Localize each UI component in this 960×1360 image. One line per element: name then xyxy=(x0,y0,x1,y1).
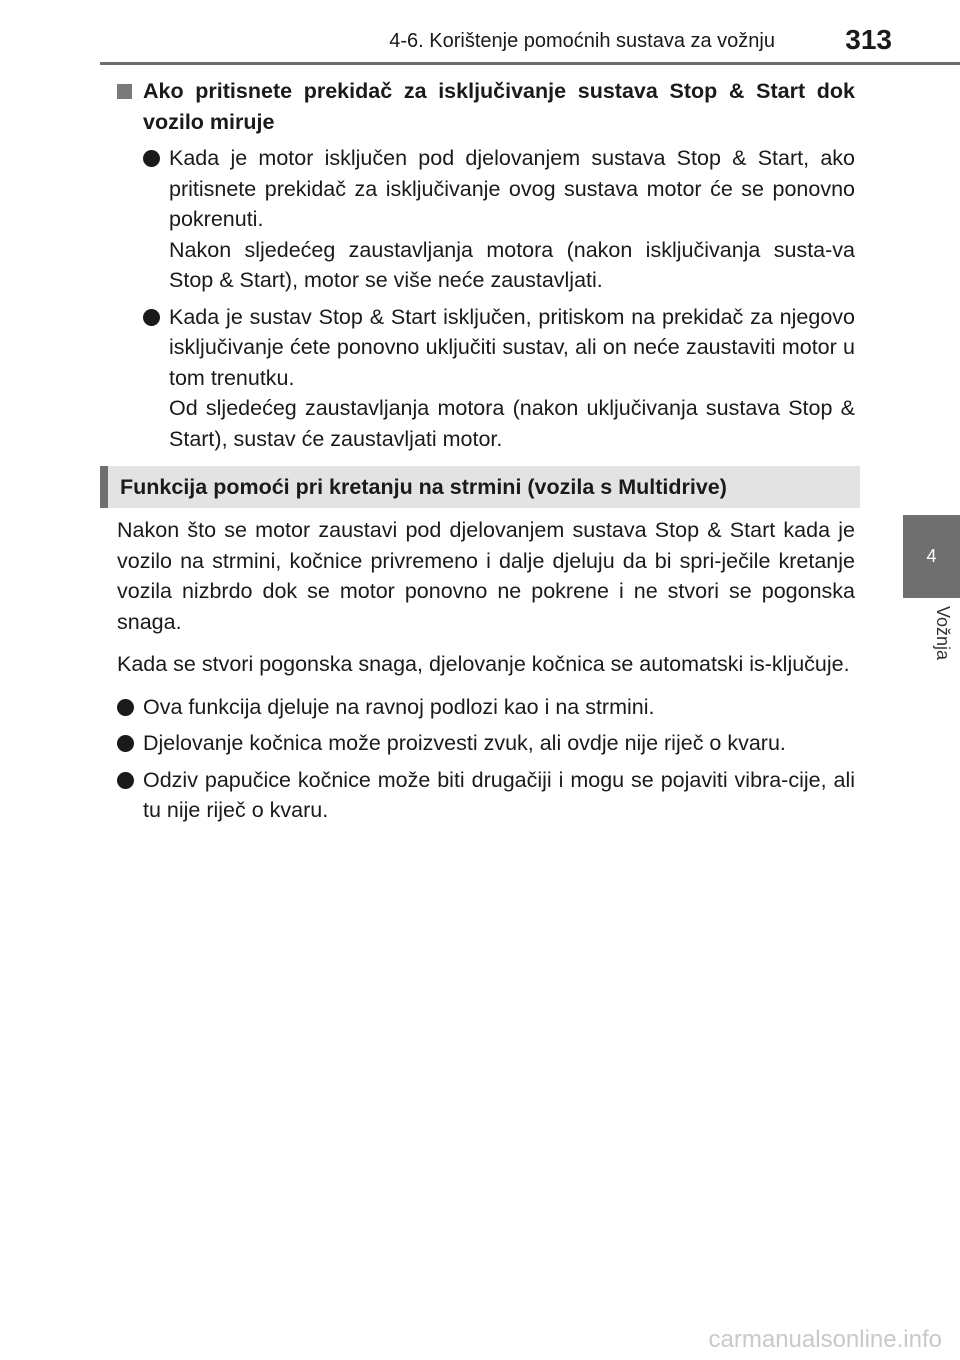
list-item xyxy=(117,692,855,723)
chapter-number: 4 xyxy=(926,546,937,566)
section-accent xyxy=(100,466,108,508)
round-bullet-icon xyxy=(117,699,134,716)
header-divider xyxy=(100,62,960,65)
subsection-heading-text: Ako pritisnete prekidač za isključivanje sustava Stop & Start dok vozilo miruje xyxy=(143,79,855,134)
square-bullet-icon xyxy=(117,84,132,99)
paragraph: Nakon što se motor zaustavi pod djelovanjem sustava Stop & Start kada je vozilo na strmini, kočnice privremeno i dalje djeluju da bi spri-ječile kretanje vozila nizbrdo dok se motor ponovno ne pokrene i ne stvori se pogonska snaga. xyxy=(117,518,855,634)
list-item xyxy=(117,302,855,455)
section-heading-bar xyxy=(100,466,860,508)
section-content xyxy=(117,515,855,832)
watermark: carmanualsonline.info xyxy=(708,1326,942,1353)
bullet-text: Djelovanje kočnica može proizvesti zvuk, ali ovdje nije riječ o kvaru. xyxy=(143,731,786,755)
bullet-text-continued: Nakon sljedećeg zaustavljanja motora (nakon isključivanja susta-va Stop & Start), motor se više neće zaustavljati. xyxy=(169,237,855,292)
bullet-text: Odziv papučice kočnice može biti drugačiji i mogu se pojaviti vibra-cije, ali tu nije riječ o kvaru. xyxy=(143,767,855,822)
list-item xyxy=(117,728,855,759)
page-number: 313 xyxy=(845,24,892,55)
section-heading: Funkcija pomoći pri kretanju na strmini (vozila s Multidrive) xyxy=(120,474,727,499)
subsection-content xyxy=(117,76,855,460)
round-bullet-icon xyxy=(117,735,134,752)
bullet-text: Kada je motor isključen pod djelovanjem sustava Stop & Start, ako pritisnete prekidač za isključivanje ovog sustava motor će se ponovno pokrenuti. xyxy=(169,146,855,231)
page-header-title: 4-6. Korištenje pomoćnih sustava za vožnju xyxy=(389,30,775,52)
round-bullet-icon xyxy=(117,772,134,789)
bullet-text-continued: Od sljedećeg zaustavljanja motora (nakon uključivanja sustava Stop & Start), sustav će zaustavljati motor. xyxy=(169,396,855,451)
round-bullet-icon xyxy=(143,150,160,167)
chapter-tab[interactable] xyxy=(903,515,960,598)
chapter-label: Vožnja xyxy=(933,606,953,661)
paragraph: Kada se stvori pogonska snaga, djelovanje kočnica se automatski is-ključuje. xyxy=(117,652,850,676)
subsection-heading xyxy=(117,76,855,137)
bullet-text: Ova funkcija djeluje na ravnoj podlozi kao i na strmini. xyxy=(143,694,655,719)
bullet-text: Kada je sustav Stop & Start isključen, pritiskom na prekidač za njegovo isključivanje ćete ponovno uključiti sustav, ali on neće zaustaviti motor u tom trenutku. xyxy=(169,304,855,390)
list-item xyxy=(117,143,855,296)
round-bullet-icon xyxy=(143,309,160,326)
list-item xyxy=(117,765,855,826)
